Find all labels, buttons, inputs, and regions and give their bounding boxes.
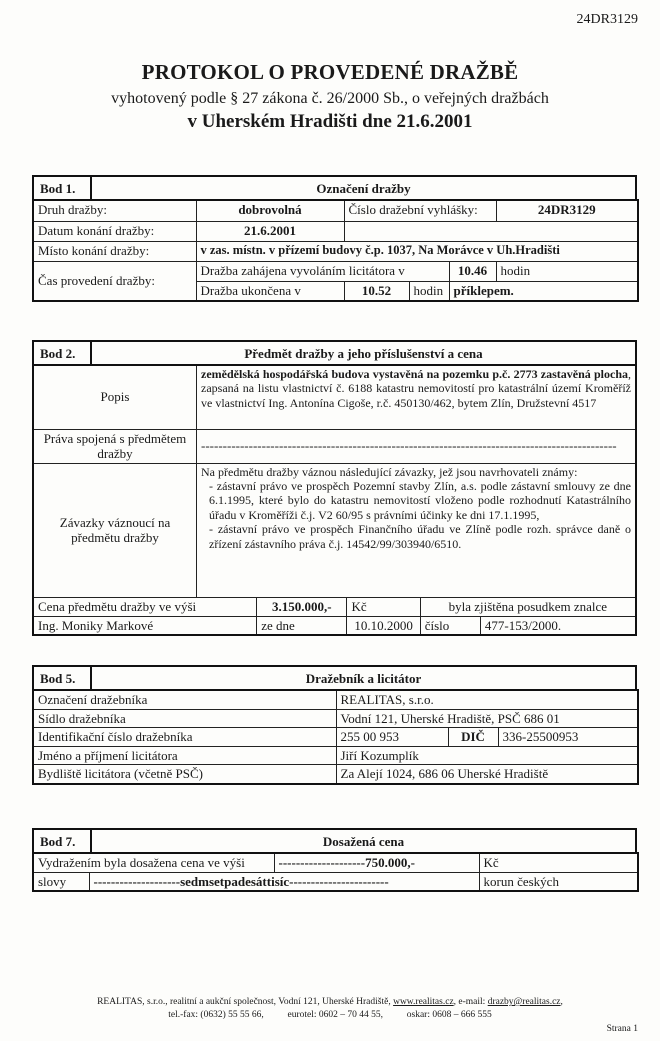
section-number: Bod 7. xyxy=(34,830,92,852)
ze-dne: ze dne xyxy=(257,616,347,635)
footer-email-prefix: , e-mail: xyxy=(453,997,486,1007)
section-bod-7 xyxy=(32,828,637,892)
ukoncena-label: Dražba ukončena v xyxy=(196,281,344,301)
zavazky-item-2: - zástavní právo ve prospěch Finančního úřadu ve Zlíně podle rozh. správce daně o zřízení zástavního práva č.j. 14542/99/303940/6510. xyxy=(209,522,631,551)
vydrazenim-label: Vydražením byla dosažena cena ve výši xyxy=(33,853,274,872)
cislo-value: 24DR3129 xyxy=(496,200,638,221)
section-bod-5 xyxy=(32,665,637,785)
footer-line-2: tel.-fax: (0632) 55 55 66, eurotel: 0602 – 70 44 55, oskar: 0608 – 666 555 xyxy=(168,1009,492,1020)
slovy-value: --------------------sedmsetpadesáttisíc----------------------- xyxy=(89,872,479,891)
section-name: Dosažená cena xyxy=(322,834,405,849)
place-and-date: v Uherském Hradišti dne 21.6.2001 xyxy=(187,111,473,132)
vydrazenim-value: --------------------750.000,- xyxy=(274,853,479,872)
znalec: Ing. Moniky Markové xyxy=(33,616,257,635)
bod7-table xyxy=(32,852,639,892)
popis-value xyxy=(197,365,636,429)
bod1-table xyxy=(32,199,639,302)
datum-posudku: 10.10.2000 xyxy=(347,616,420,635)
cislo-label: Číslo dražební vyhlášky: xyxy=(344,200,496,221)
popis-bold: zemědělská hospodářská budova vystavěná na pozemku p.č. 2773 zastavěná plocha xyxy=(201,367,628,381)
cislo-label: číslo xyxy=(420,616,480,635)
section-number: Bod 5. xyxy=(34,667,92,689)
page-number: Strana 1 xyxy=(606,1024,638,1034)
slovy-label: slovy xyxy=(33,872,89,891)
zavazky-intro: Na předmětu dražby váznou následující závazky, jež jsou navrhovateli známy: xyxy=(201,464,578,479)
footer-line-1 xyxy=(0,996,660,1009)
section-header xyxy=(32,175,637,199)
zavazky-item-1: - zástavní právo ve prospěch Pozemní stavby Zlín, a.s. podle zástavní smlouvy ze dne 6.1.1995, které bylo do katastru nemovitostí vloženo podle rozhodnutí Katastrálního úřadu v Kroměříži č.j. V2 60/95 s právními účinky ke dni 17.1.1995, xyxy=(209,479,631,522)
section-number: Bod 1. xyxy=(34,177,92,199)
section-header xyxy=(32,340,637,364)
hodin-2: hodin xyxy=(409,281,449,301)
page-footer xyxy=(0,996,660,1022)
korun-ceskych: korun českých xyxy=(479,872,638,891)
popis-text: , zapsaná na listu vlastnictví č. 6188 katastru nemovitostí pro katastrální území Kroměříž ve vlastnictví Ing. Antonína Cigoše, r.č. 450130/462, bytem Zlín, Družstevní 4517 xyxy=(201,367,631,410)
footer-web-link[interactable]: www.realitas.cz xyxy=(393,997,454,1007)
zavazky-label: Závazky váznoucí na předmětu dražby xyxy=(33,463,197,597)
dic-value: 336-25500953 xyxy=(498,728,638,747)
footer-email-link[interactable]: drazby@realitas.cz xyxy=(487,997,561,1007)
sidlo-label: Sídlo dražebníka xyxy=(33,709,336,728)
datum-value: 21.6.2001 xyxy=(196,221,344,241)
hodin-1: hodin xyxy=(496,261,638,281)
page-subtitle: vyhotovený podle § 27 zákona č. 26/2000 Sb., o veřejných dražbách xyxy=(111,90,549,107)
ic-label: Identifikační číslo dražebníka xyxy=(33,728,336,747)
section-bod-1 xyxy=(32,175,637,302)
section-number: Bod 2. xyxy=(34,342,92,364)
datum-empty xyxy=(344,221,638,241)
prava-value: ------------------------------------------------------------------------------------------------ xyxy=(197,429,636,463)
cena-label: Cena předmětu dražby ve výši xyxy=(33,597,257,616)
bod2-table xyxy=(32,364,637,636)
druh-value: dobrovolná xyxy=(196,200,344,221)
document-reference: 24DR3129 xyxy=(576,12,638,27)
bydliste-value: Za Alejí 1024, 686 06 Uherské Hradiště xyxy=(336,765,638,784)
footer-company: REALITAS, s.r.o., realitní a aukční společnost, Vodní 121, Uherské Hradiště, xyxy=(97,997,391,1007)
cislo-posudku: 477-153/2000. xyxy=(480,616,636,635)
zahajena-label: Dražba zahájena vyvoláním licitátora v xyxy=(196,261,449,281)
section-bod-2 xyxy=(32,340,637,636)
datum-label: Datum konání dražby: xyxy=(33,221,196,241)
page-title: PROTOKOL O PROVEDENÉ DRAŽBĚ xyxy=(141,60,519,84)
zavazky-value xyxy=(197,463,636,597)
bydliste-label: Bydliště licitátora (včetně PSČ) xyxy=(33,765,336,784)
dic-label: DIČ xyxy=(448,728,498,747)
vydrazenim-kc: Kč xyxy=(479,853,638,872)
section-name: Dražebník a licitátor xyxy=(305,671,422,686)
bod5-table xyxy=(32,689,639,785)
prava-label: Práva spojená s předmětem dražby xyxy=(33,429,197,463)
oznaceni-value: REALITAS, s.r.o. xyxy=(336,690,638,709)
popis-label: Popis xyxy=(33,365,197,429)
oznaceni-label: Označení dražebníka xyxy=(33,690,336,709)
section-name: Předmět dražby a jeho příslušenství a cena xyxy=(244,346,483,361)
priklepem: příklepem. xyxy=(449,281,638,301)
druh-label: Druh dražby: xyxy=(33,200,196,221)
zahajena-value: 10.46 xyxy=(449,261,496,281)
cas-label: Čas provedení dražby: xyxy=(33,261,196,301)
zjistena: byla zjištěna posudkem znalce xyxy=(420,597,636,616)
footer-line-1-suffix: , xyxy=(560,997,563,1007)
misto-value: v zas. místn. v přízemí budovy č.p. 1037, Na Morávce v Uh.Hradišti xyxy=(196,241,638,261)
ic-value: 255 00 953 xyxy=(336,728,448,747)
section-header xyxy=(32,828,637,852)
sidlo-value: Vodní 121, Uherské Hradiště, PSČ 686 01 xyxy=(336,709,638,728)
misto-label: Místo konání dražby: xyxy=(33,241,196,261)
ukoncena-value: 10.52 xyxy=(344,281,409,301)
cena-kc: Kč xyxy=(347,597,420,616)
jmeno-label: Jméno a příjmení licitátora xyxy=(33,746,336,765)
cena-value: 3.150.000,- xyxy=(257,597,347,616)
jmeno-value: Jiří Kozumplík xyxy=(336,746,638,765)
section-header xyxy=(32,665,637,689)
section-name: Označení dražby xyxy=(316,181,411,196)
